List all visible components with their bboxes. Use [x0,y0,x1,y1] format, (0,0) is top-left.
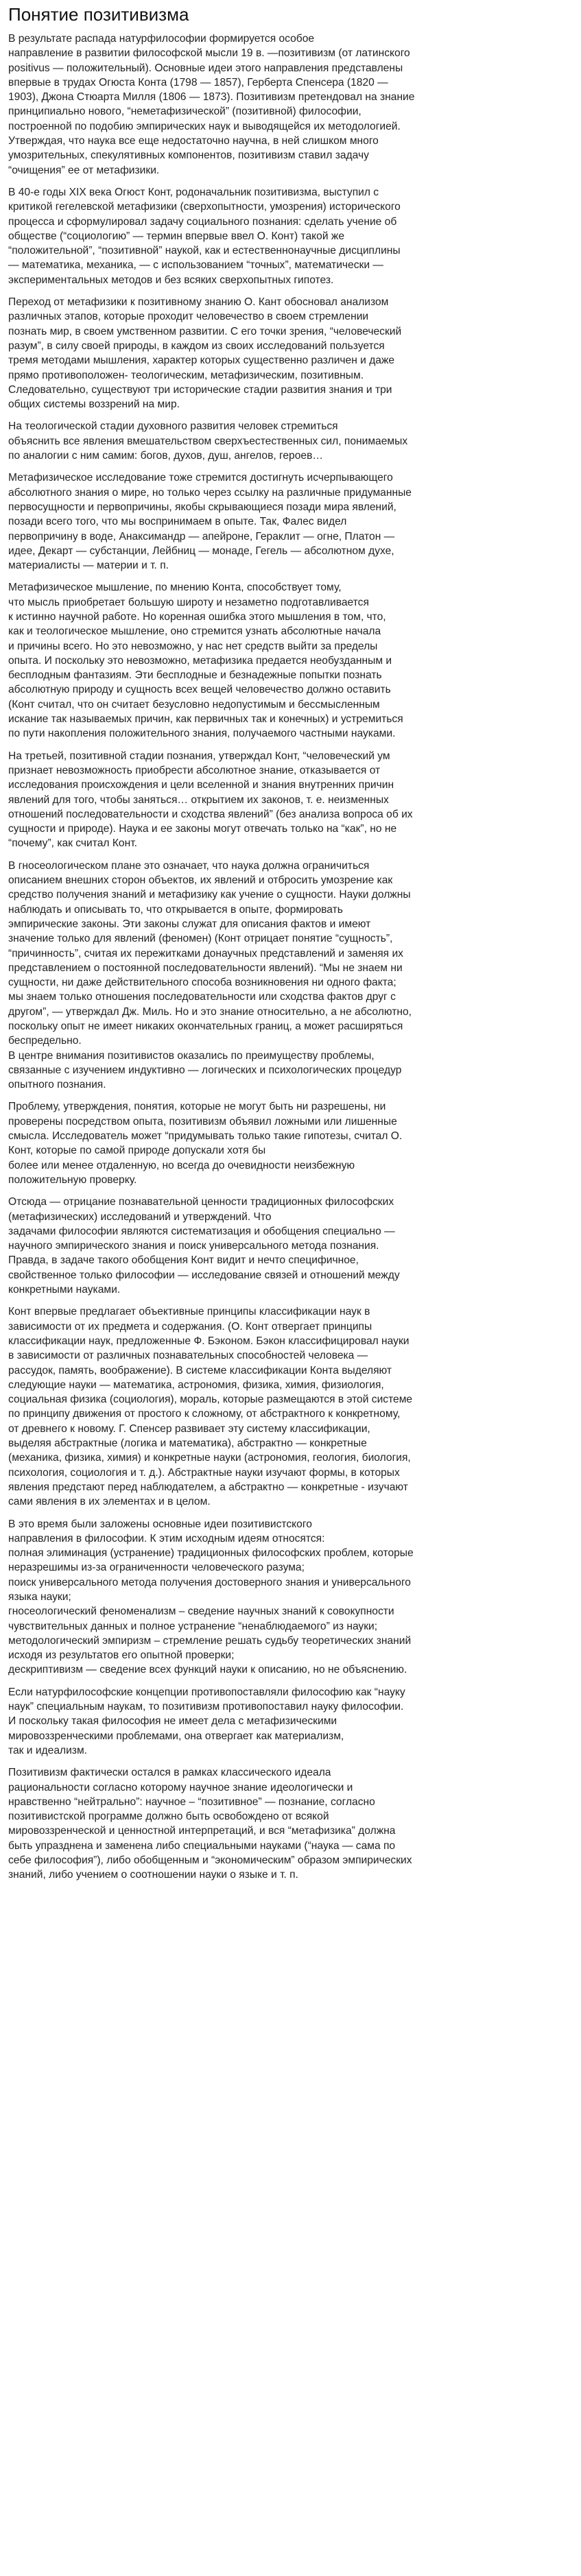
paragraph-5: Метафизическое исследование тоже стремится достигнуть исчерпывающего абсолютного знания о мире, но только через ссылку на различные придуманные первосущности и первопричины, якобы скрывающиеся позади мира явлений, позади всего того, что мы воспринимаем в опыте. Так, Фалес видел первопричину в воде, Анаксимандр — апейроне, Гераклит — огне, Платон — идее, Декарт — субстанции, Лейбниц — монаде, Гегель — абсолютном духе, материалисты — материи и т. п. [8,472,412,572]
paragraph-9: Проблему, утверждения, понятия, которые не могут быть ни разрешены, ни проверены посредством опыта, позитивизм объявил ложными или лишенные смысла. Исследователь может “придумывать только такие гипотезы, считал О. Конт, которые по самой природе допускали хотя бы более или менее отдаленную, но всегда до очевидности неизбежную положительную проверку. [8,1101,403,1186]
paragraph-6: Метафизическое мышление, по мнению Конта, способствует тому, что мысль приобретает большую широту и незаметно подготавливается к истинно научной работе. Но коренная ошибка этого мышления в том, что, как и теологическое мышление, оно стремится узнать абсолютные начала и причины всего. Но это невозможно, у нас нет средств выйти за пределы опыта. И поскольку это невозможно, метафизика предается необузданным и бесплодным фантазиям. Эти бесплодные и безнадежные попытки познать абсолютную природу и сущность всех вещей человечество должно оставить (Конт считал, что он считает безусловно недопустимым и бессмысленным искание так называемых причин, как первичных так и конечных) и устремиться по пути накопления положительного знания, получаемого частными науками. [8,582,403,740]
paragraph-2: В 40-е годы XIX века Огюст Конт, родоначальник позитивизма, выступил с критикой гегелевской метафизики (сверхопытности, умозрения) исторического процесса и сформулировал задачу социального познания: сделать учение об обществе (“социологию” — термин впервые ввел О. Конт) такой же “положительной”, “позитивной” наукой, как и естественнонаучные дисциплины — математика, механика, — с использованием “точных”, математически — экспериментальных методов и без всяких сверхопытных гипотез. [8,186,401,286]
paragraph-10: Отсюда — отрицание познавательной ценности традиционных философских (метафизических) исследований и утверждений. Что задачами философии являются систематизация и обобщения специально — научного эмпирического знания и поиск универсального метода познания. Правда, в задаче такого обобщения Конт видит и нечто специфичное, свойственное только философии — исследование связей и отношений между конкретными науками. [8,1196,400,1296]
paragraph-1: В результате распада натурфилософии формируется особое направление в развитии философской мысли 19 в. —позитивизм (от латинского positivus — положительный). Основные идеи этого направления представлены впервые в трудах Огюста Конта (1798 — 1857), Герберта Спенсера (1820 — 1903), Джона Стюарта Милля (1806 — 1873). Позитивизм претендовал на знание принципиально нового, “неметафизической” (позитивной) философии, построенной по подобию эмпирических наук и выводящейся их методологией. Утверждая, что наука все еще недостаточно научна, в ней слишком много умозрительных, спекулятивных компонентов, позитивизм ставил задачу “очищения” ее от метафизики. [8,33,415,176]
paragraph-8: В гносеологическом плане это означает, что наука должна ограничиться описанием внешних сторон объектов, их явлений и отбросить умозрение как средство получения знаний и метафизику как учение о сущности. Науки должны наблюдать и описывать то, что открывается в опыте, формировать эмпирические законы. Эти законы служат для описания фактов и имеют значение только для явлений (феномен) (Конт отрицает понятие “сущность”, “причинность”, считая их пережитками донаучных представлений и заменяя их представлением о постоянной последовательности явлений). “Мы не знаем ни сущности, ни даже действительного способа возникновения ни одного факта; мы знаем только отношения последовательности или сходства фактов друг с другом”, — утверждал Дж. Миль. Но и это знание относительно, а не абсолютно, поскольку опыт не имеет никаких окончательных границ, а может расширяться беспредельно. В центре внимания позитивистов оказались по преимуществу проблемы, связанные с изучением индуктивно — логических и психологических процедур опытного познания. [8,859,412,1091]
paragraph-7: На третьей, позитивной стадии познания, утверждал Конт, “человеческий ум признает невозможность приобрести абсолютное знание, отказывается от исследования происхождения и цели вселенной и знания внутренних причин явлений для того, чтобы заняться… открытием их законов, т. е. неизменных отношений последовательности и сходства явлений” (без анализа вопроса об их сущности и природе). Наука и ее законы могут отвечать только на “как”, но не “почему”, как считал Конт. [8,750,413,850]
paragraph-13: Если натурфилософские концепции противопоставляли философию как “науку наук” специальным наукам, то позитивизм противопоставил науку философии. И поскольку такая философия не имеет дела с метафизическими мировоззренческими проблемами, она отвергает как материализм, так и идеализм. [8,1686,405,1756]
paragraph-12: В это время были заложены основные идеи позитивистского направления в философии. К этим исходным идеям относятся: полная элиминация (устранение) традиционных философских проблем, которые неразрешимы из-за ограниченности человеческого разума; поиск универсального метода получения достоверного знания и универсального языка науки; гносеологический феноменализм – сведение научных знаний к совокупности чувствительных данных и полное устранение “ненаблюдаемого” из науки; методологический эмпиризм – стремление решать судьбу теоретических знаний исходя из результатов его опытной проверки; дескриптивизм — сведение всех функций науки к описанию, но не объяснению. [8,1518,414,1676]
paragraph-3: Переход от метафизики к позитивному знанию О. Кант обосновал анализом различных этапов, которые проходит человечество в своем стремлении познать мир, в своем умственном развитии. С его точки зрения, “человеческий разум”, в силу своей природы, в каждом из своих исследований пользуется тремя методами мышления, характер которых существенно различен и даже прямо противоположен- теологическим, метафизическим, позитивным. Следовательно, существуют три исторические стадии развития знания и три общих системы воззрений на мир. [8,296,402,411]
paragraph-14: Позитивизм фактически остался в рамках классического идеала рациональности согласно которому научное знание идеологически и нравственно “нейтрально”: научное – “позитивное” — познание, согласно позитивистской программе должно быть освобождено от всякой мировоззренческой и ценностной интерпретаций, и вся “метафизика” должна быть упразднена и заменена либо специальными науками (“наука — сама по себе философия”), либо обобщенным и “экономическим” образом эмпирических знаний, либо учением о соотношении науки о языке и т. п. [8,1767,412,1881]
article-title: Понятие позитивизма [8,4,189,25]
paragraph-11: Конт впервые предлагает объективные принципы классификации наук в зависимости от их предмета и содержания. (О. Конт отвергает принципы классификации наук, предложенные Ф. Бэконом. Бэкон классифицировал науки в зависимости от различных познавательных способностей человека — рассудок, память, воображение). В системе классификации Конта выделяют следующие науки — математика, астрономия, физика, химия, физиология, социальная физика (социология), мораль, которые размещаются в этой системе по принципу движения от простого к сложному, от абстрактного к конкретному, от древнего к новому. Г. Спенсер развивает эту систему классификации, выделяя абстрактные (логика и математика), абстрактно — конкретные (механика, физика, химия) и конкретные науки (астрономия, геология, биология, психология, социология и т. д.). Абстрактные науки изучают формы, в которых явления предстают перед наблюдателем, а абстрактно — конкретные - изучают сами явления в их элементах и в целом. [8,1306,413,1508]
paragraph-4: На теологической стадии духовного развития человек стремиться объяснить все явления вмешательством сверхъестественных сил, понимаемых по аналогии с ним самим: богов, духов, душ, ангелов, героев… [8,420,408,462]
